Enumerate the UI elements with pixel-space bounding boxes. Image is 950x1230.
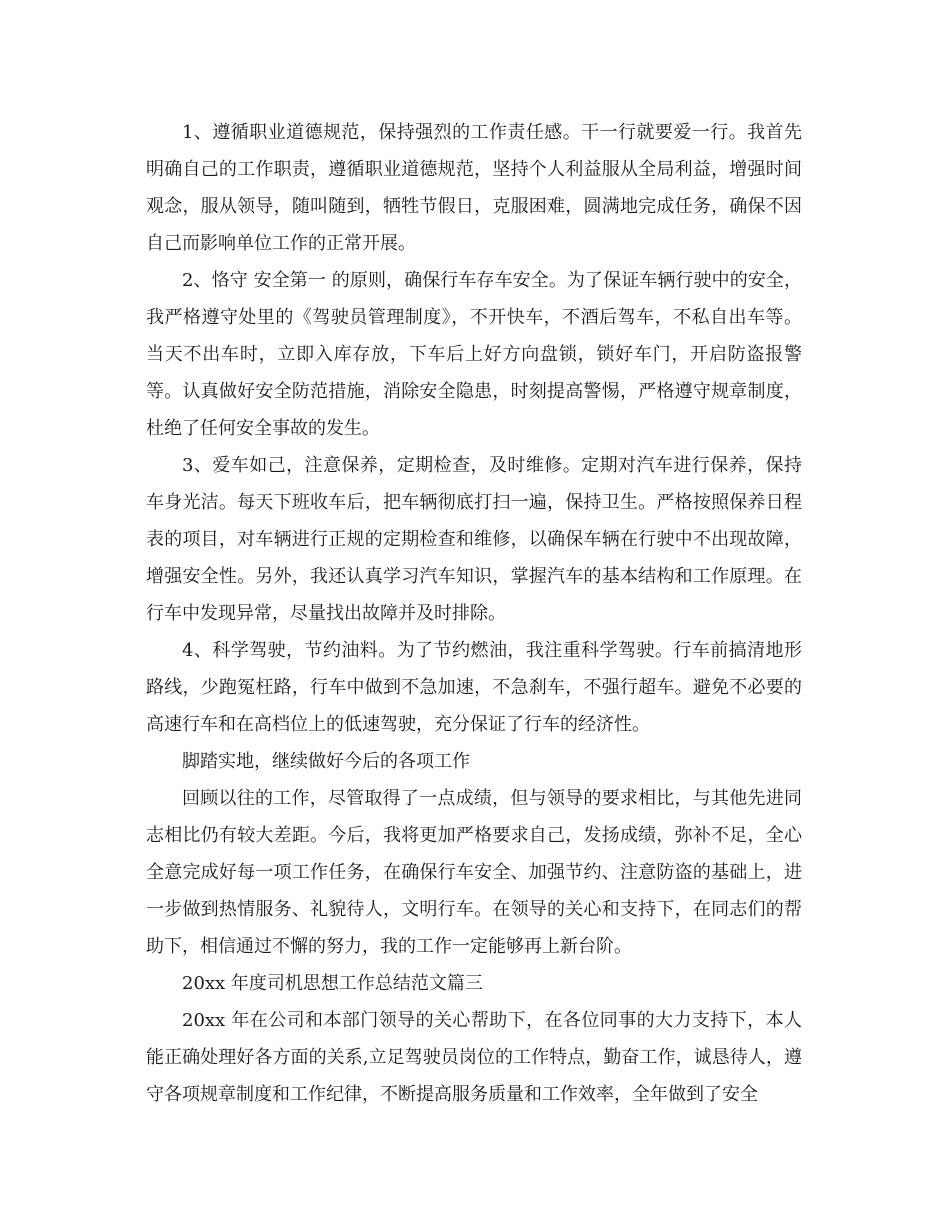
paragraph-4-fuel-saving: 4、科学驾驶，节约油料。为了节约燃油，我注重科学驾驶。行车前搞清地形路线，少跑冤枉路，行车中做到不急加速，不急刹车，不强行超车。避免不必要的高速行车和在高档位上的低速驾驶，充分保证了行车的经济性。 (146, 640, 802, 735)
section-heading-future-work: 脚踏实地，继续做好今后的各项工作 (182, 751, 470, 772)
section-heading-article-three: 20xx 年度司机思想工作总结范文篇三 (182, 973, 483, 994)
paragraph-1-professional-ethics: 1、遵循职业道德规范，保持强烈的工作责任感。干一行就要爱一行。我首先明确自己的工作职责，遵循职业道德规范，坚持个人利益服从全局利益，增强时间观念，服从领导，随叫随到，牺牲节假日，克服困难，圆满地完成任务，确保不因自己而影响单位工作的正常开展。 (146, 122, 802, 254)
paragraph-review: 回顾以往的工作，尽管取得了一点成绩，但与领导的要求相比，与其他先进同志相比仍有较大差距。今后，我将更加严格要求自己，发扬成绩，弥补不足，全心全意完成好每一项工作任务，在确保行车安全、加强节约、注意防盗的基础上，进一步做到热情服务、礼貌待人，文明行车。在领导的关心和支持下，在同志们的帮助下，相信通过不懈的努力，我的工作一定能够再上新台阶。 (146, 788, 802, 957)
paragraph-2-safety-first: 2、恪守 安全第一 的原则，确保行车存车安全。为了保证车辆行驶中的安全，我严格遵守处里的《驾驶员管理制度》，不开快车，不酒后驾车，不私自出车等。当天不出车时，立即入库存放，下车后上好方向盘锁，锁好车门，开启防盗报警等。认真做好安全防范措施，消除安全隐患，时刻提高警惕，严格遵守规章制度，杜绝了任何安全事故的发生。 (146, 270, 802, 439)
document-body (146, 114, 802, 1113)
paragraph-annual-summary: 20xx 年在公司和本部门领导的关心帮助下，在各位同事的大力支持下，本人能正确处理好各方面的关系,立足驾驶员岗位的工作特点，勤奋工作，诚恳待人，遵守各项规章制度和工作纪律，不断提高服务质量和工作效率，全年做到了安全 (146, 1010, 802, 1105)
paragraph-3-vehicle-care: 3、爱车如己，注意保养，定期检查，及时维修。定期对汽车进行保养，保持车身光洁。每天下班收车后，把车辆彻底打扫一遍，保持卫生。严格按照保养日程表的项目，对车辆进行正规的定期检查和维修，以确保车辆在行驶中不出现故障，增强安全性。另外，我还认真学习汽车知识，掌握汽车的基本结构和工作原理。在行车中发现异常，尽量找出故障并及时排除。 (146, 455, 802, 624)
